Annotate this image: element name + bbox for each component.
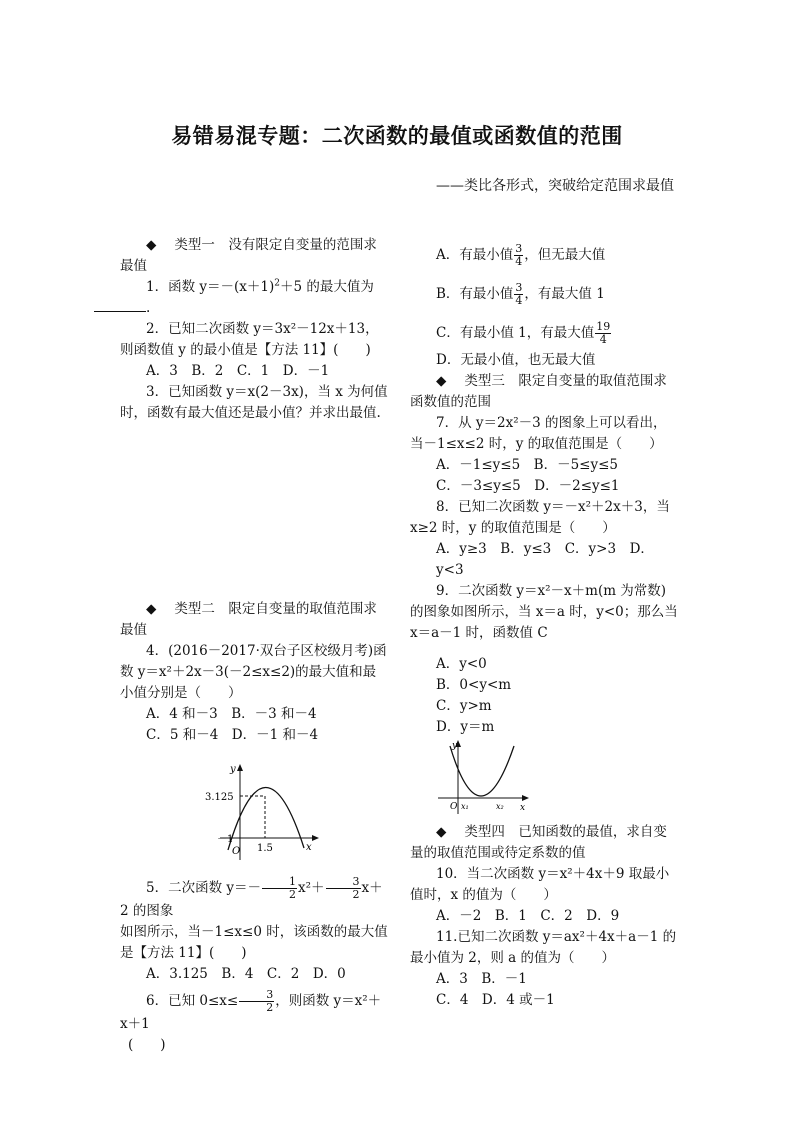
question-5 — [120, 876, 388, 922]
frac-num: 3 — [239, 989, 274, 1002]
fraction-three-quarters — [514, 282, 523, 307]
right-column — [410, 235, 678, 1011]
parabola-graph-q5 — [120, 750, 388, 870]
question-5-cont: 如图所示，当－1≤x≤0 时，该函数的最大值是【方法 11】( ) — [120, 924, 388, 961]
fraction-nineteen-quarters — [595, 321, 611, 346]
graph9-origin: O — [450, 802, 458, 812]
q6-optA-a: A．有最小值 — [436, 247, 514, 263]
question-9-option-b: B．0<y<m — [436, 677, 512, 693]
frac-den: 2 — [266, 1001, 274, 1014]
q5-fraction-three-halves — [326, 876, 361, 901]
graph5-origin: O — [232, 846, 241, 857]
question-6-option-c — [410, 321, 678, 346]
diamond-icon: ◆ — [146, 601, 157, 617]
question-6-option-a — [410, 243, 678, 268]
section-heading-1 — [120, 235, 388, 277]
q5-text-b: x²＋ — [298, 880, 325, 896]
question-4-options-ab: A．4 和－3 B．－3 和－4 — [146, 706, 317, 722]
question-4: 4．(2016－2017·双台子区校级月考)函数 y＝x²＋2x－3(－2≤x≤2)的最大值和最小值分别是（ ） — [120, 643, 387, 701]
q5-fraction-half — [262, 876, 297, 901]
question-6-paren: ( ) — [128, 1037, 166, 1053]
graph9-x1-label: x₁ — [461, 802, 469, 811]
frac-num: 3 — [326, 876, 361, 889]
question-11: 11.已知二次函数 y＝ax²＋4x＋a－1 的最小值为 2，则 a 的值为（ ） — [410, 929, 677, 966]
question-10: 10．当二次函数 y＝x²＋4x＋9 取最小值时，x 的值为（ ） — [410, 866, 670, 903]
diamond-icon: ◆ — [146, 237, 157, 253]
section-heading-3 — [410, 371, 678, 413]
question-7-options-cd: C．－3≤y≤5 D．－2≤y≤1 — [436, 478, 620, 494]
section-4-text: 类型四 已知函数的最值，求自变量的取值范围或待定系数的值 — [410, 824, 667, 861]
question-2-options: A．3 B．2 C．1 D．－1 — [146, 363, 330, 379]
question-1: 1．函数 $y=-(x+1)^2+5$ 的最大值为 . — [120, 277, 388, 319]
q6-fraction-three-halves — [239, 989, 274, 1014]
q6-optB-a: B．有最小值 — [436, 286, 514, 302]
question-3: 3．已知函数 y＝x(2－3x)，当 x 为何值时，函数有最大值还是最小值？并求出最值. — [120, 384, 388, 421]
question-8-options: A．y≥3 B．y≤3 C．y>3 D．y<3 — [436, 541, 654, 578]
question-9-option-a: A．y<0 — [436, 656, 487, 672]
q6-optC-text: C．有最小值 1，有最大值 — [436, 325, 595, 341]
frac-den: 4 — [515, 255, 523, 268]
q6-text-a: 6．已知 0≤x≤ — [146, 993, 239, 1009]
question-10-options: A．－2 B．1 C．2 D．9 — [436, 908, 620, 924]
q5-text-a: 5．二次函数 y＝－ — [146, 880, 262, 896]
frac-den: 4 — [515, 294, 523, 307]
q1-answer-blank[interactable] — [94, 299, 146, 312]
question-6-option-b — [410, 282, 678, 307]
graph5-x-tick: 1.5 — [257, 843, 273, 854]
diamond-icon: ◆ — [436, 824, 447, 840]
question-11-options-cd: C．4 D．4 或－1 — [436, 992, 555, 1008]
frac-num: 3 — [515, 242, 523, 255]
graph5-y-label: y — [230, 764, 236, 775]
parabola-graph-q9 — [410, 738, 678, 818]
graph9-x2-label: x₂ — [496, 802, 504, 811]
fraction-three-quarters — [514, 243, 523, 268]
q1-text-a: 1．函数 y＝－(x＋1) — [146, 279, 275, 295]
question-9-option-d: D．y＝m — [436, 719, 495, 735]
section-heading-2 — [120, 599, 388, 641]
question-5-options: A．3.125 B．4 C．2 D．0 — [146, 966, 346, 982]
question-11-options-ab: A．3 B．－1 — [436, 971, 527, 987]
frac-num: 1 — [262, 876, 297, 889]
graph5-neg-tick: －1 — [217, 834, 234, 845]
question-9: 9．二次函数 y＝x²－x＋m(m 为常数)的图象如图所示，当 x＝a 时，y<0；那么当 x＝a－1 时，函数值 C — [410, 583, 678, 641]
question-9-option-c: C．y>m — [436, 698, 492, 714]
question-6 — [120, 989, 388, 1035]
question-4-options-cd: C．5 和－4 D．－1 和－4 — [146, 727, 319, 743]
frac-den: 2 — [289, 888, 297, 901]
question-7-options-ab: A．－1≤y≤5 B．－5≤y≤5 — [436, 457, 619, 473]
q6-optB-b: ，有最大值 1 — [524, 286, 605, 302]
graph9-y-label: y — [452, 741, 458, 751]
q1-exponent: 2 — [274, 278, 280, 289]
q1-text-b: ＋5 的最大值为 — [279, 279, 374, 295]
page-title: 易错易混专题：二次函数的最值或函数值的范围 — [171, 123, 623, 148]
question-7: 7．从 y＝2x²－3 的图象上可以看出，当－1≤x≤2 时，y 的取值范围是（ ） — [410, 415, 667, 452]
q5-text-c: x＋2 的图象 — [120, 880, 383, 919]
question-6-option-d: D．无最小值，也无最大值 — [436, 352, 596, 368]
frac-den: 4 — [599, 333, 607, 346]
frac-den: 2 — [352, 888, 360, 901]
left-column — [120, 235, 388, 1056]
section-heading-4 — [410, 822, 678, 864]
q6-text-b: ，则函数 y＝x²＋x＋1 — [120, 993, 382, 1032]
question-2: 2．已知二次函数 y＝3x²－12x＋13，则函数值 y 的最小值是【方法 11】( ) — [120, 321, 379, 358]
q6-optA-b: ，但无最大值 — [524, 247, 606, 263]
diamond-icon: ◆ — [436, 373, 447, 389]
frac-num: 19 — [596, 320, 611, 333]
page-subtitle: ——类比各形式，突破给定范围求最值 — [436, 178, 674, 194]
graph9-x-label: x — [520, 803, 526, 813]
question-8: 8．已知二次函数 y＝－x²＋2x＋3，当 x≥2 时，y 的取值范围是（ ） — [410, 499, 670, 536]
section-3-text: 类型三 限定自变量的取值范围求函数值的范围 — [410, 373, 667, 410]
section-1-text: 类型一 没有限定自变量的范围求最值 — [120, 237, 377, 274]
section-2-text: 类型二 限定自变量的取值范围求最值 — [120, 601, 377, 638]
answer-space — [120, 424, 388, 599]
graph5-y-tick: 3.125 — [205, 792, 234, 803]
frac-num: 3 — [515, 281, 523, 294]
graph5-x-label: x — [306, 842, 312, 853]
